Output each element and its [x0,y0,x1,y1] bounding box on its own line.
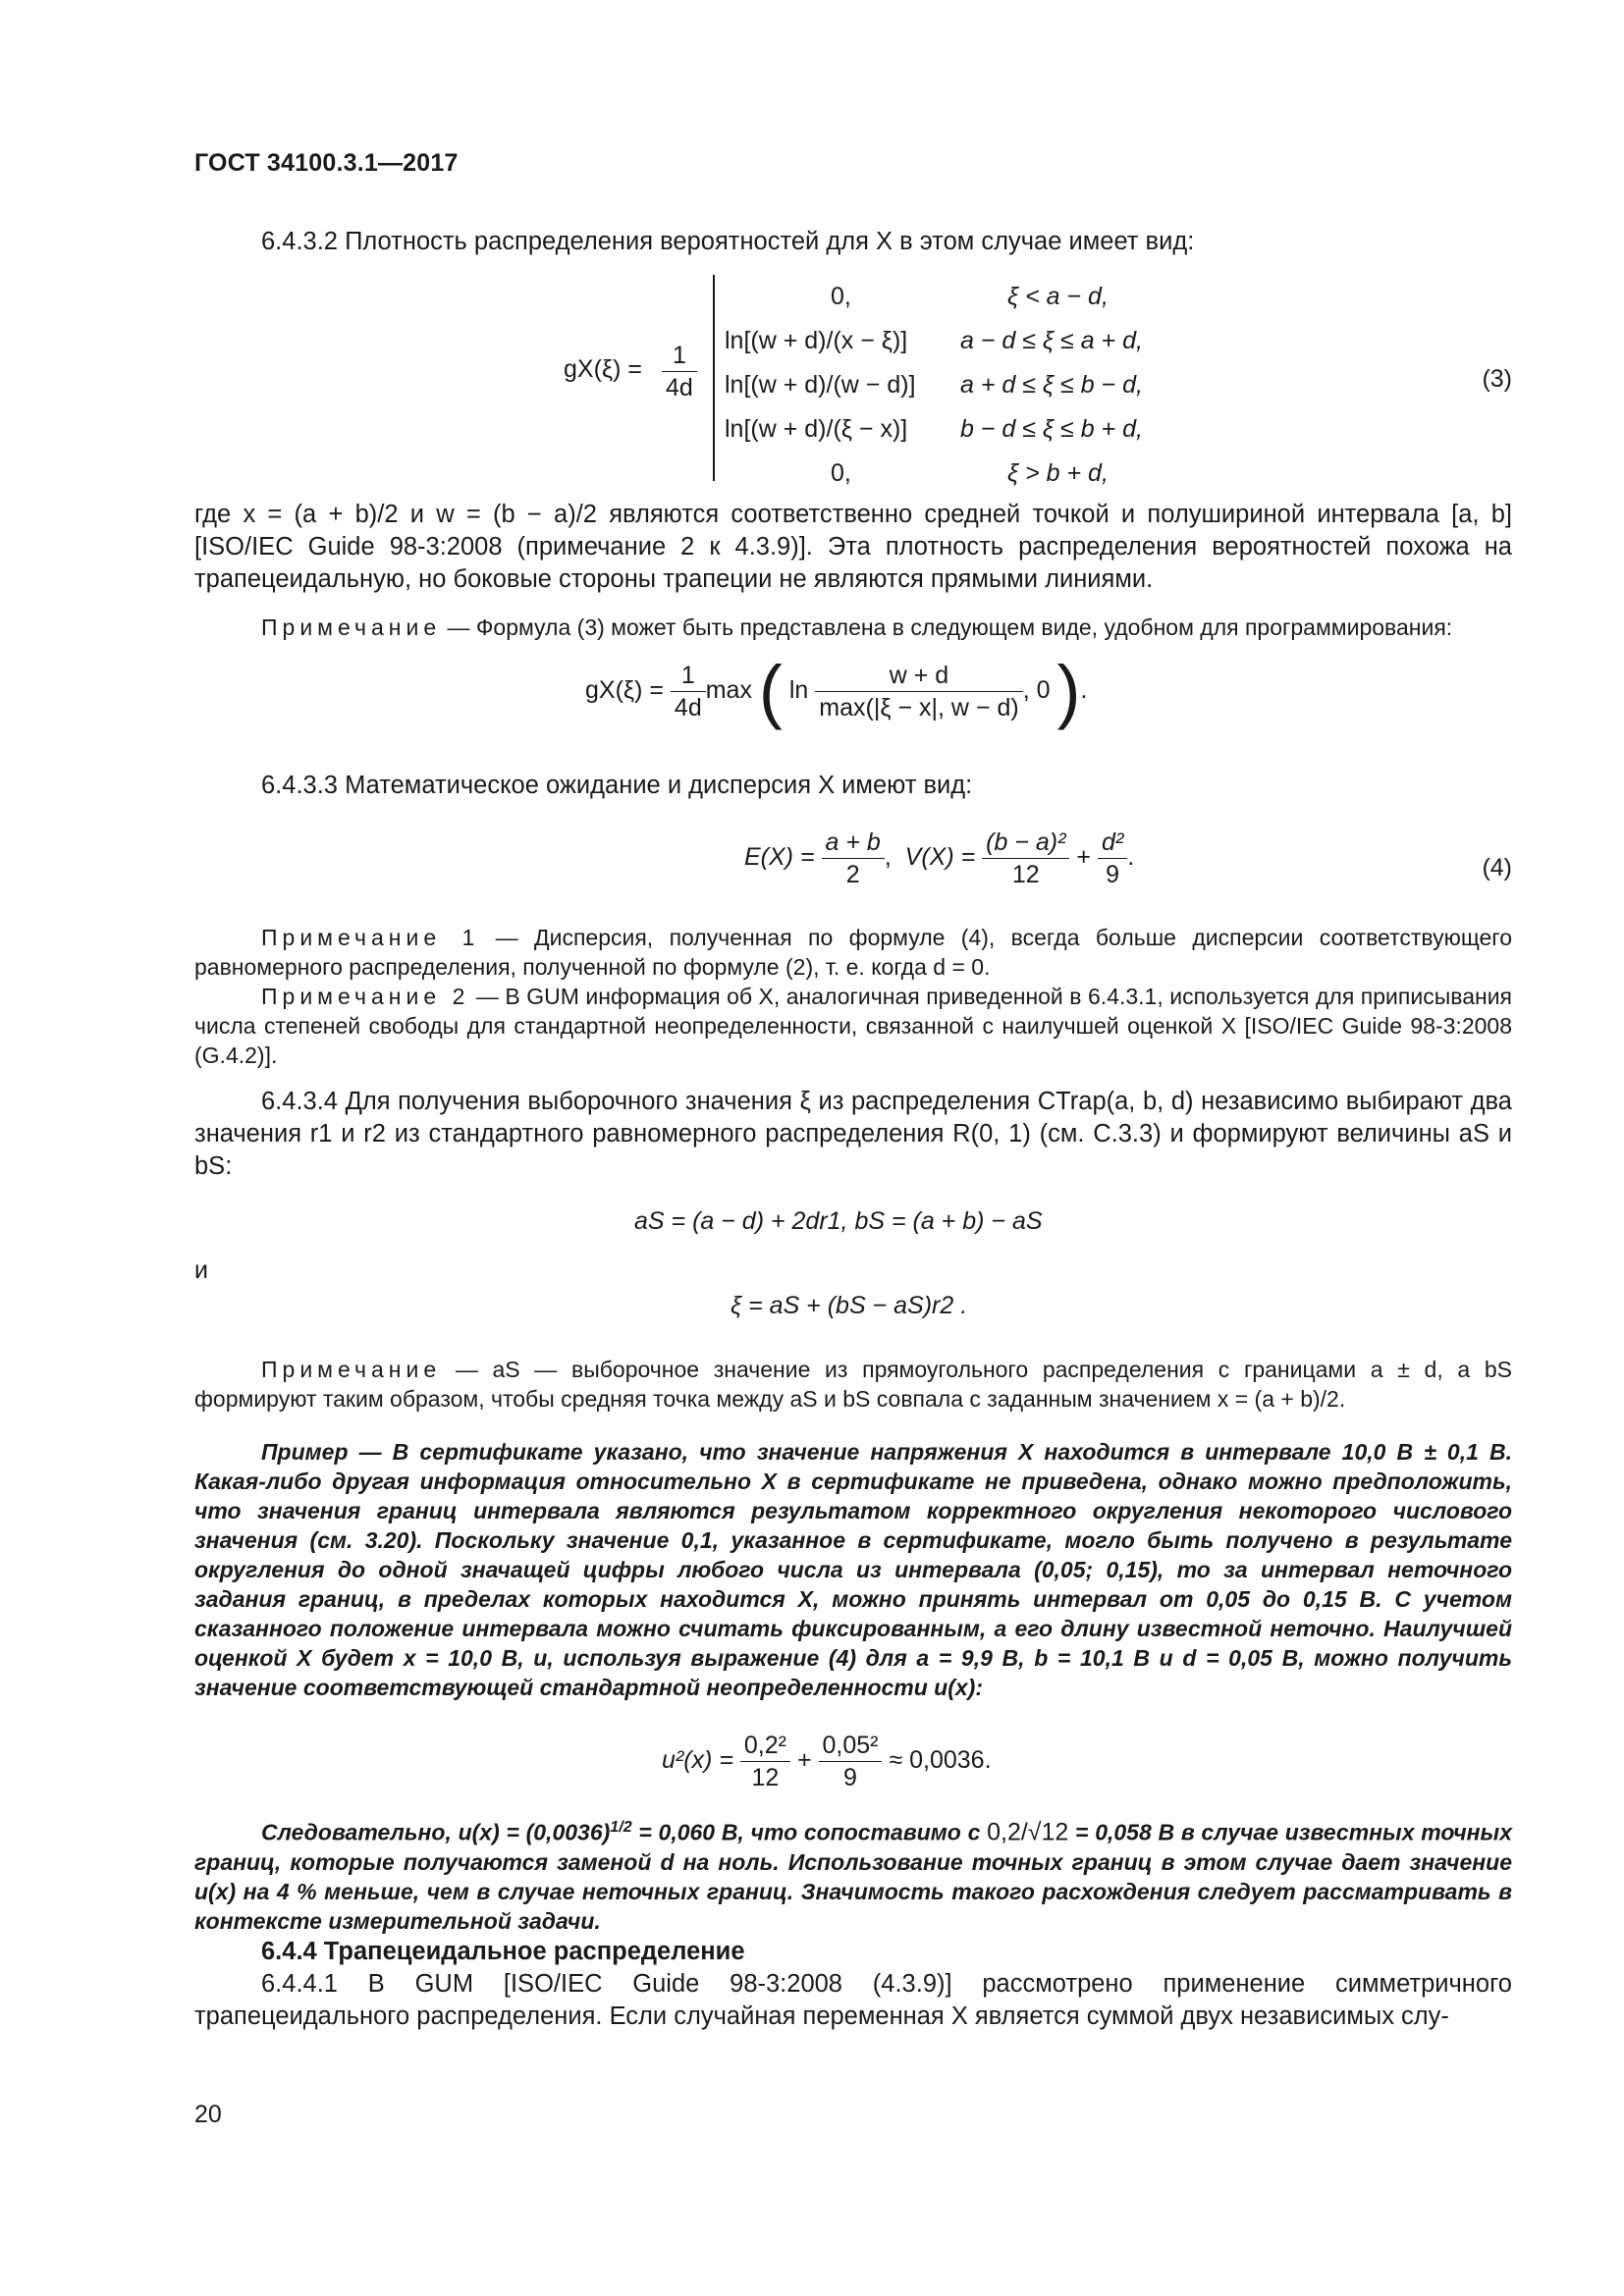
eq3-lhs [564,355,642,384]
note-label: Примечание [261,1357,442,1382]
case-cond: ξ < a − d, [1007,283,1109,310]
eq4-plus: + [1076,843,1092,872]
case-cond: ξ > b + d, [1007,459,1109,487]
eqn-rparen: ) [1056,652,1081,731]
equation-note [585,652,1088,731]
eq4-vx-num: (b − a)² [986,828,1066,856]
case-expr: 0, [831,283,851,310]
case-cond: b − d ≤ ξ ≤ b + d, [960,415,1143,443]
eq4-d-den: 9 [1106,861,1120,888]
eq3-frac-den: 4d [666,374,693,401]
note-text: — Формула (3) может быть представлена в следующем виде, удобном для программирования: [441,614,1453,640]
note-text: — Дисперсия, полученная по формуле (4), всегда больше дисперсии соответствующего равномерного распределения, полученной по формуле (2), т. е. когда d = 0. [194,925,1512,980]
note-label: Примечание 1 [261,925,480,950]
equation-u [662,1730,992,1793]
eqn-lhs: gX(ξ) = [585,676,664,705]
note [194,923,1512,982]
eq3-lhs-text: gX(ξ) = [564,355,642,383]
note [194,982,1512,1070]
eqn-tail: , 0 [1022,676,1051,705]
section-heading: 6.4.4 Трапецеидальное распределение [261,1938,745,1965]
eqn-lparen: ( [758,652,783,731]
eq-u-plus: + [796,1746,812,1775]
page-number: 20 [194,2101,222,2128]
standard-header: ГОСТ 34100.3.1—2017 [194,149,459,177]
eq-u-n2: 0,05² [819,1730,883,1762]
eq3-cases-left [725,275,916,496]
paragraph: 6.4.3.2 Плотность распределения вероятностей для X в этом случае имеет вид: [261,228,1195,255]
concl-a: Следовательно, u(x) = (0,0036) [261,1819,611,1845]
concl-sup: 1/2 [610,1818,632,1836]
document-page [194,0,1512,2296]
paragraph: 6.4.4.1 В GUM [ISO/IEC Guide 98-3:2008 (4.3.9)] рассмотрено применение симметричного трапецеидального распределения. Если случайная переменная X является суммой двух независимых слу- [194,1970,1512,2030]
eq4-ex-den: 2 [845,861,860,888]
note-text: — aS — выборочное значение из прямоугольного распределения с границами a ± d, а bS формируют таким образом, чтобы средняя точка между aS и bS совпала с заданным значением x = (a + b)/2. [194,1357,1512,1412]
note [194,1355,1512,1414]
case-cond: a + d ≤ ξ ≤ b − d, [960,371,1143,399]
equation-4 [744,827,1134,890]
example-conclusion [194,1812,1512,1936]
eqn-max: max [705,676,752,705]
paragraph: 6.4.3.3 Математическое ожидание и дисперсия X имеют вид: [261,772,973,799]
example-text: Пример — В сертификате указано, что значение напряжения X находится в интервале 10,0 В ± 0,1 В. Какая-либо другая информация относительно X в сертификате не приведена, однако можно предположить, что значения границ интервала являются результатом корректного округления некоторого числового значения (см. 3.20). Поскольку значение 0,1, указанное в сертификате, могло быть получено в результате округления до одной значащей цифры любого числа из интервала (0,05; 0,15), то за интервал неточного задания границ, в пределах которых находится X, можно принять интервал от 0,05 до 0,15 В. С учетом сказанного положение интервала можно считать фиксированным, а его длину известной неточно. Наилучшей оценкой X будет x = 10,0 В, и, используя выражение (4) для a = 9,9 В, b = 10,1 В и d = 0,05 В, можно получить значение соответствующей стандартной неопределенности u(x): [194,1439,1512,1700]
eq4-vx: V(X) = [904,843,976,872]
eq-u-d2: 9 [843,1764,857,1791]
equation-as-bs [634,1207,1043,1236]
case-expr: ln[(w + d)/(ξ − x)] [725,415,908,443]
case-expr: ln[(w + d)/(x − ξ)] [725,327,908,354]
case-expr: ln[(w + d)/(w − d)] [725,371,916,399]
eqn-frac-num: 1 [671,660,706,692]
eq3-cases-right [960,275,1143,496]
eq3-brace [713,275,715,481]
eq4-sep: , [884,843,892,872]
eqn-frac-den: 4d [674,694,702,721]
eqn-end: . [1080,676,1088,705]
eq-u-n1: 0,2² [740,1730,790,1762]
eq-u-d1: 12 [751,1764,780,1791]
eqn-inner-den: max(|ξ − x|, w − d) [819,694,1019,721]
eq4-vx-den: 12 [1011,861,1040,888]
concl-b: = 0,060 В, что сопоставимо с [631,1819,988,1845]
note [194,613,1512,642]
eq3-fraction [662,340,697,403]
example-text [194,1812,1512,1936]
note-2 [194,982,1512,1070]
note-formula [194,613,1512,642]
eq-u-end: . [984,1746,992,1775]
eq-as-bs-text: aS = (a − d) + 2dr1, bS = (a + b) − aS [634,1207,1043,1235]
eqn-ln: ln [788,676,809,705]
conjunction: и [194,1256,208,1284]
equation-number: (4) [1482,854,1512,881]
eq4-ex: E(X) = [744,843,815,872]
eq3-frac-num: 1 [662,340,697,372]
note-text: — В GUM информация об X, аналогичная приведенной в 6.4.3.1, используется для приписывания числа степеней свободы для стандартной неопределенности, связанной с наилучшей оценкой X [ISO/IEC Guide 98-3:2008 (G.4.2)]. [194,984,1512,1068]
eq-u-lhs: u²(x) = [662,1746,733,1775]
eq4-d-num: d² [1101,828,1124,856]
equation-xi [731,1292,967,1320]
concl-math: 0,2/√12 [987,1818,1069,1846]
eq-xi-text: ξ = aS + (bS − aS)r2 . [731,1292,968,1319]
note-1 [194,923,1512,982]
note-label: Примечание 2 [261,984,470,1009]
paragraph: где x = (a + b)/2 и w = (b − a)/2 являются соответственно средней точкой и полушириной интервала [a, b] [ISO/IEC Guide 98-3:2008 (примечание 2 к 4.3.9)]. Эта плотность распределения вероятностей похожа на трапецеидальную, но боковые стороны трапеции не являются прямыми линиями. [194,501,1512,593]
paragraph: 6.4.3.4 Для получения выборочного значения ξ из распределения CTrap(a, b, d) независимо выбирают два значения r1 и r2 из стандартного равномерного распределения R(0, 1) (см. С.3.3) и формируют величины aS и bS: [194,1088,1512,1180]
equation-number: (3) [1482,365,1512,393]
eq4-end: . [1127,843,1135,872]
eq4-ex-num: a + b [825,828,881,856]
example-block [194,1437,1512,1702]
section-6433-intro [194,770,1512,802]
eqn-inner-num: w + d [815,660,1022,692]
eq-u-rhs: ≈ 0,0036 [889,1746,985,1775]
case-cond: a − d ≤ ξ ≤ a + d, [960,327,1143,354]
note-label: Примечание [261,614,442,640]
concl-c: = 0,058 В в случае известных точных границ, которые получаются заменой d на ноль. Использование точных границ в этом случае дает значение u(x) на 4 % меньше, чем в случае неточных границ. Значимость такого расхождения следует рассматривать в контексте измерительной задачи. [194,1819,1512,1934]
case-expr: 0, [831,459,851,487]
section-6432-intro [194,226,1512,258]
section-6434 [194,1086,1512,1183]
section-644 [194,1936,1512,2033]
section-6432-para [194,499,1512,596]
note-sample [194,1355,1512,1414]
